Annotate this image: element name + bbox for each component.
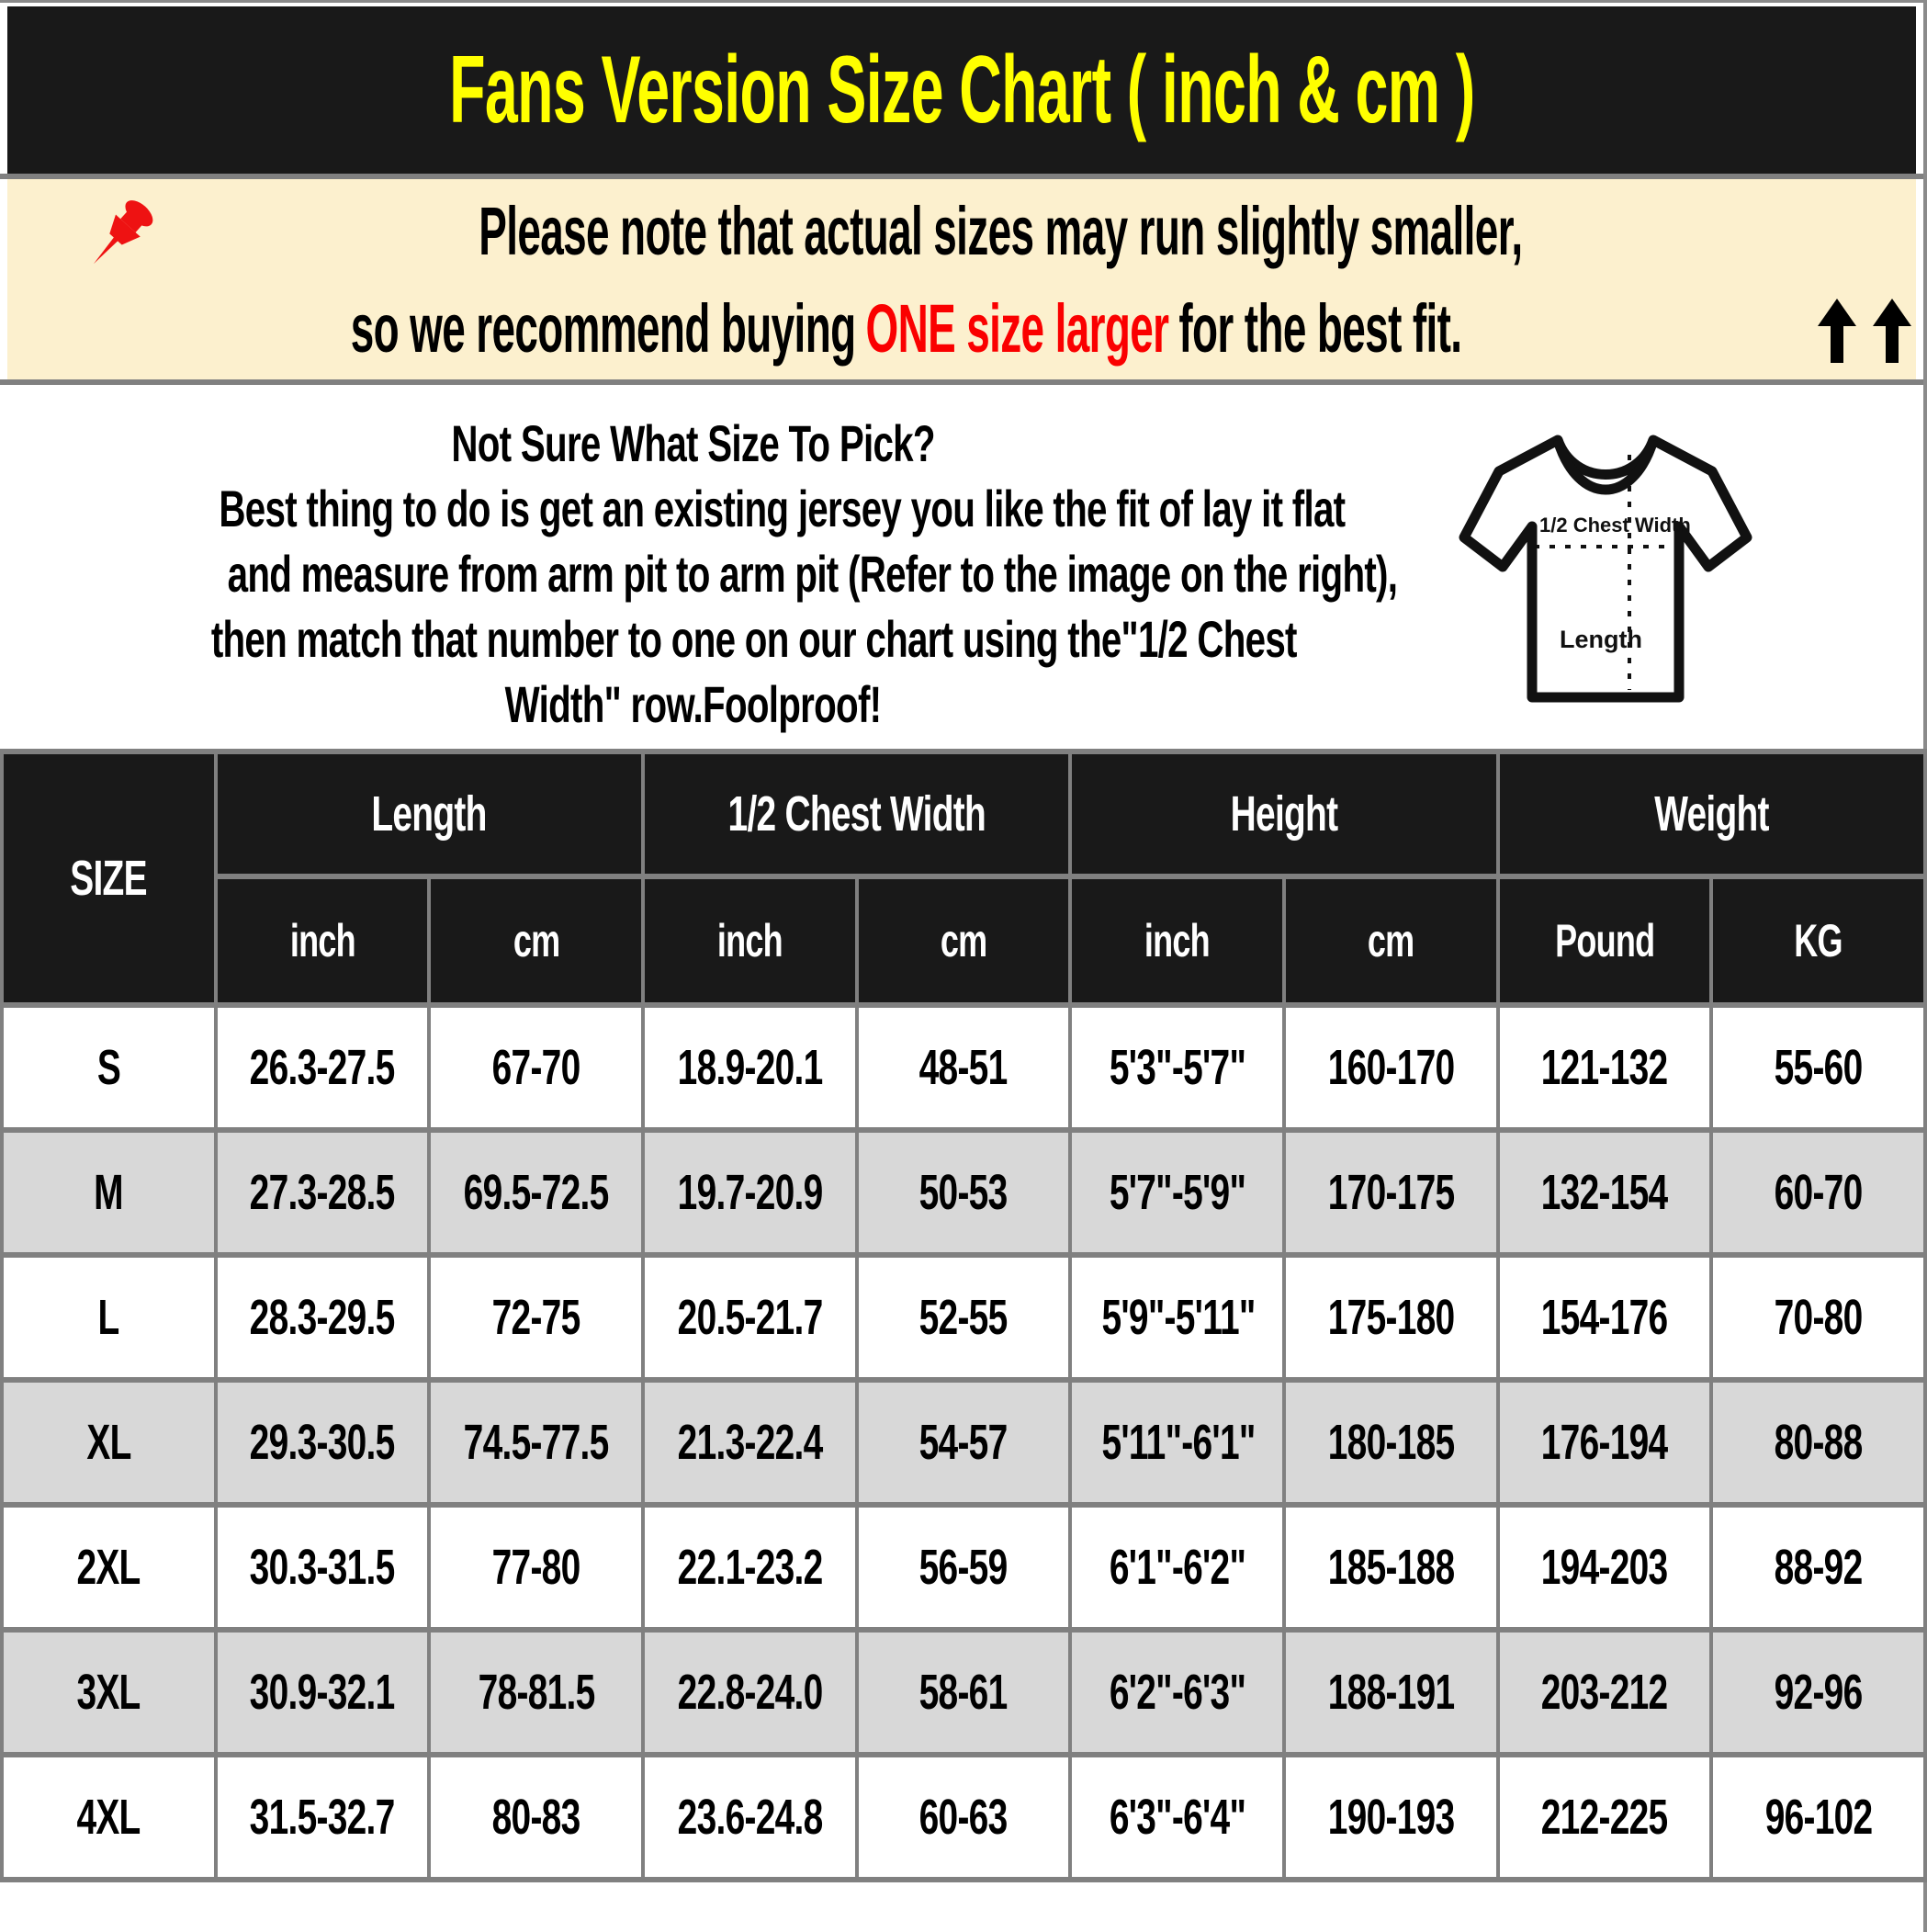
up-arrow-icon	[1816, 297, 1858, 365]
pushpin-icon	[82, 187, 157, 287]
unit-header: inch	[643, 876, 857, 1005]
cell-value: 19.7-20.9	[643, 1130, 857, 1255]
cell-size: 4XL	[2, 1755, 216, 1880]
cell-value: 60-63	[857, 1755, 1071, 1880]
notice-line-1	[82, 182, 1842, 279]
unit-header: Pound	[1498, 876, 1712, 1005]
group-header-weight: Weight	[1498, 751, 1925, 876]
notice-banner	[7, 179, 1916, 379]
cell-value: 69.5-72.5	[429, 1130, 643, 1255]
cell-value: 6'2"-6'3"	[1070, 1630, 1284, 1755]
group-header-chest-width: 1/2 Chest Width	[643, 751, 1070, 876]
page-title: Fans Version Size Chart ( inch & cm )	[448, 36, 1475, 143]
cell-value: 52-55	[857, 1255, 1071, 1380]
cell-value: 28.3-29.5	[216, 1255, 430, 1380]
cell-value: 78-81.5	[429, 1630, 643, 1755]
table-row-l	[2, 1255, 1925, 1380]
cell-value: 20.5-21.7	[643, 1255, 857, 1380]
cell-value: 23.6-24.8	[643, 1755, 857, 1880]
diagram-chest-label: 1/2 Chest Width	[1539, 514, 1691, 537]
cell-value: 60-70	[1711, 1130, 1925, 1255]
notice-text-2: so we recommend buying ONE size larger for the best fit.	[351, 289, 1462, 367]
cell-value: 160-170	[1284, 1005, 1498, 1130]
cell-value: 188-191	[1284, 1630, 1498, 1755]
cell-value: 80-83	[429, 1755, 643, 1880]
guide-line: then match that number to one on our chart using the"1/2 Chest	[210, 610, 1297, 668]
table-row-m	[2, 1130, 1925, 1255]
cell-size: L	[2, 1255, 216, 1380]
cell-value: 50-53	[857, 1130, 1071, 1255]
cell-value: 88-92	[1711, 1505, 1925, 1630]
group-header-length: Length	[216, 751, 643, 876]
cell-value: 212-225	[1498, 1755, 1712, 1880]
unit-header: KG	[1711, 876, 1925, 1005]
cell-value: 54-57	[857, 1380, 1071, 1505]
cell-value: 67-70	[429, 1005, 643, 1130]
fit-guide-text	[0, 411, 1398, 737]
cell-value: 92-96	[1711, 1630, 1925, 1755]
cell-value: 48-51	[857, 1005, 1071, 1130]
cell-value: 5'7"-5'9"	[1070, 1130, 1284, 1255]
cell-value: 56-59	[857, 1505, 1071, 1630]
table-row-2xl	[2, 1505, 1925, 1630]
unit-header: cm	[857, 876, 1071, 1005]
cell-value: 170-175	[1284, 1130, 1498, 1255]
guide-line: Width" row.Foolproof!	[505, 675, 882, 733]
cell-value: 185-188	[1284, 1505, 1498, 1630]
tshirt-diagram	[1448, 403, 1764, 730]
cell-value: 180-185	[1284, 1380, 1498, 1505]
cell-value: 176-194	[1498, 1380, 1712, 1505]
guide-line: Best thing to do is get an existing jersey you like the fit of lay it flat	[219, 480, 1346, 537]
cell-value: 190-193	[1284, 1755, 1498, 1880]
cell-value: 194-203	[1498, 1505, 1712, 1630]
cell-size: S	[2, 1005, 216, 1130]
notice-text-1: Please note that actual sizes may run slightly smaller,	[478, 192, 1523, 269]
cell-size: 2XL	[2, 1505, 216, 1630]
table-row-s	[2, 1005, 1925, 1130]
cell-value: 31.5-32.7	[216, 1755, 430, 1880]
size-table	[0, 749, 1927, 1882]
cell-value: 154-176	[1498, 1255, 1712, 1380]
unit-header: inch	[216, 876, 430, 1005]
unit-header: inch	[1070, 876, 1284, 1005]
fit-guide-section	[0, 385, 1923, 749]
cell-size: 3XL	[2, 1630, 216, 1755]
cell-size: M	[2, 1130, 216, 1255]
cell-value: 5'3"-5'7"	[1070, 1005, 1284, 1130]
table-row-xl	[2, 1380, 1925, 1505]
cell-value: 58-61	[857, 1630, 1071, 1755]
cell-value: 27.3-28.5	[216, 1130, 430, 1255]
cell-value: 26.3-27.5	[216, 1005, 430, 1130]
cell-value: 30.9-32.1	[216, 1630, 430, 1755]
cell-value: 6'3"-6'4"	[1070, 1755, 1284, 1880]
cell-value: 70-80	[1711, 1255, 1925, 1380]
unit-header: cm	[1284, 876, 1498, 1005]
cell-value: 96-102	[1711, 1755, 1925, 1880]
unit-header: cm	[429, 876, 643, 1005]
cell-value: 5'9"-5'11"	[1070, 1255, 1284, 1380]
title-bar	[7, 6, 1916, 174]
cell-value: 18.9-20.1	[643, 1005, 857, 1130]
cell-value: 121-132	[1498, 1005, 1712, 1130]
guide-heading: Not Sure What Size To Pick?	[451, 414, 936, 472]
table-group-header-row	[2, 751, 1925, 876]
cell-value: 72-75	[429, 1255, 643, 1380]
cell-value: 22.8-24.0	[643, 1630, 857, 1755]
cell-size: XL	[2, 1380, 216, 1505]
cell-value: 132-154	[1498, 1130, 1712, 1255]
one-size-larger-highlight: ONE size larger	[865, 289, 1169, 367]
cell-value: 55-60	[1711, 1005, 1925, 1130]
cell-value: 22.1-23.2	[643, 1505, 857, 1630]
cell-value: 175-180	[1284, 1255, 1498, 1380]
up-arrow-icon	[1871, 297, 1913, 365]
cell-value: 77-80	[429, 1505, 643, 1630]
cell-value: 21.3-22.4	[643, 1380, 857, 1505]
table-unit-header-row	[2, 876, 1925, 1005]
cell-value: 5'11"-6'1"	[1070, 1380, 1284, 1505]
guide-line: and measure from arm pit to arm pit (Refer to the image on the right),	[227, 545, 1398, 603]
cell-value: 30.3-31.5	[216, 1505, 430, 1630]
table-row-4xl	[2, 1755, 1925, 1880]
cell-value: 203-212	[1498, 1630, 1712, 1755]
column-header-size: SIZE	[2, 751, 216, 1005]
cell-value: 80-88	[1711, 1380, 1925, 1505]
cell-value: 74.5-77.5	[429, 1380, 643, 1505]
notice-line-2	[10, 279, 1912, 377]
table-row-3xl	[2, 1630, 1925, 1755]
cell-value: 29.3-30.5	[216, 1380, 430, 1505]
diagram-length-label: Length	[1560, 626, 1642, 653]
cell-value: 6'1"-6'2"	[1070, 1505, 1284, 1630]
group-header-height: Height	[1070, 751, 1497, 876]
